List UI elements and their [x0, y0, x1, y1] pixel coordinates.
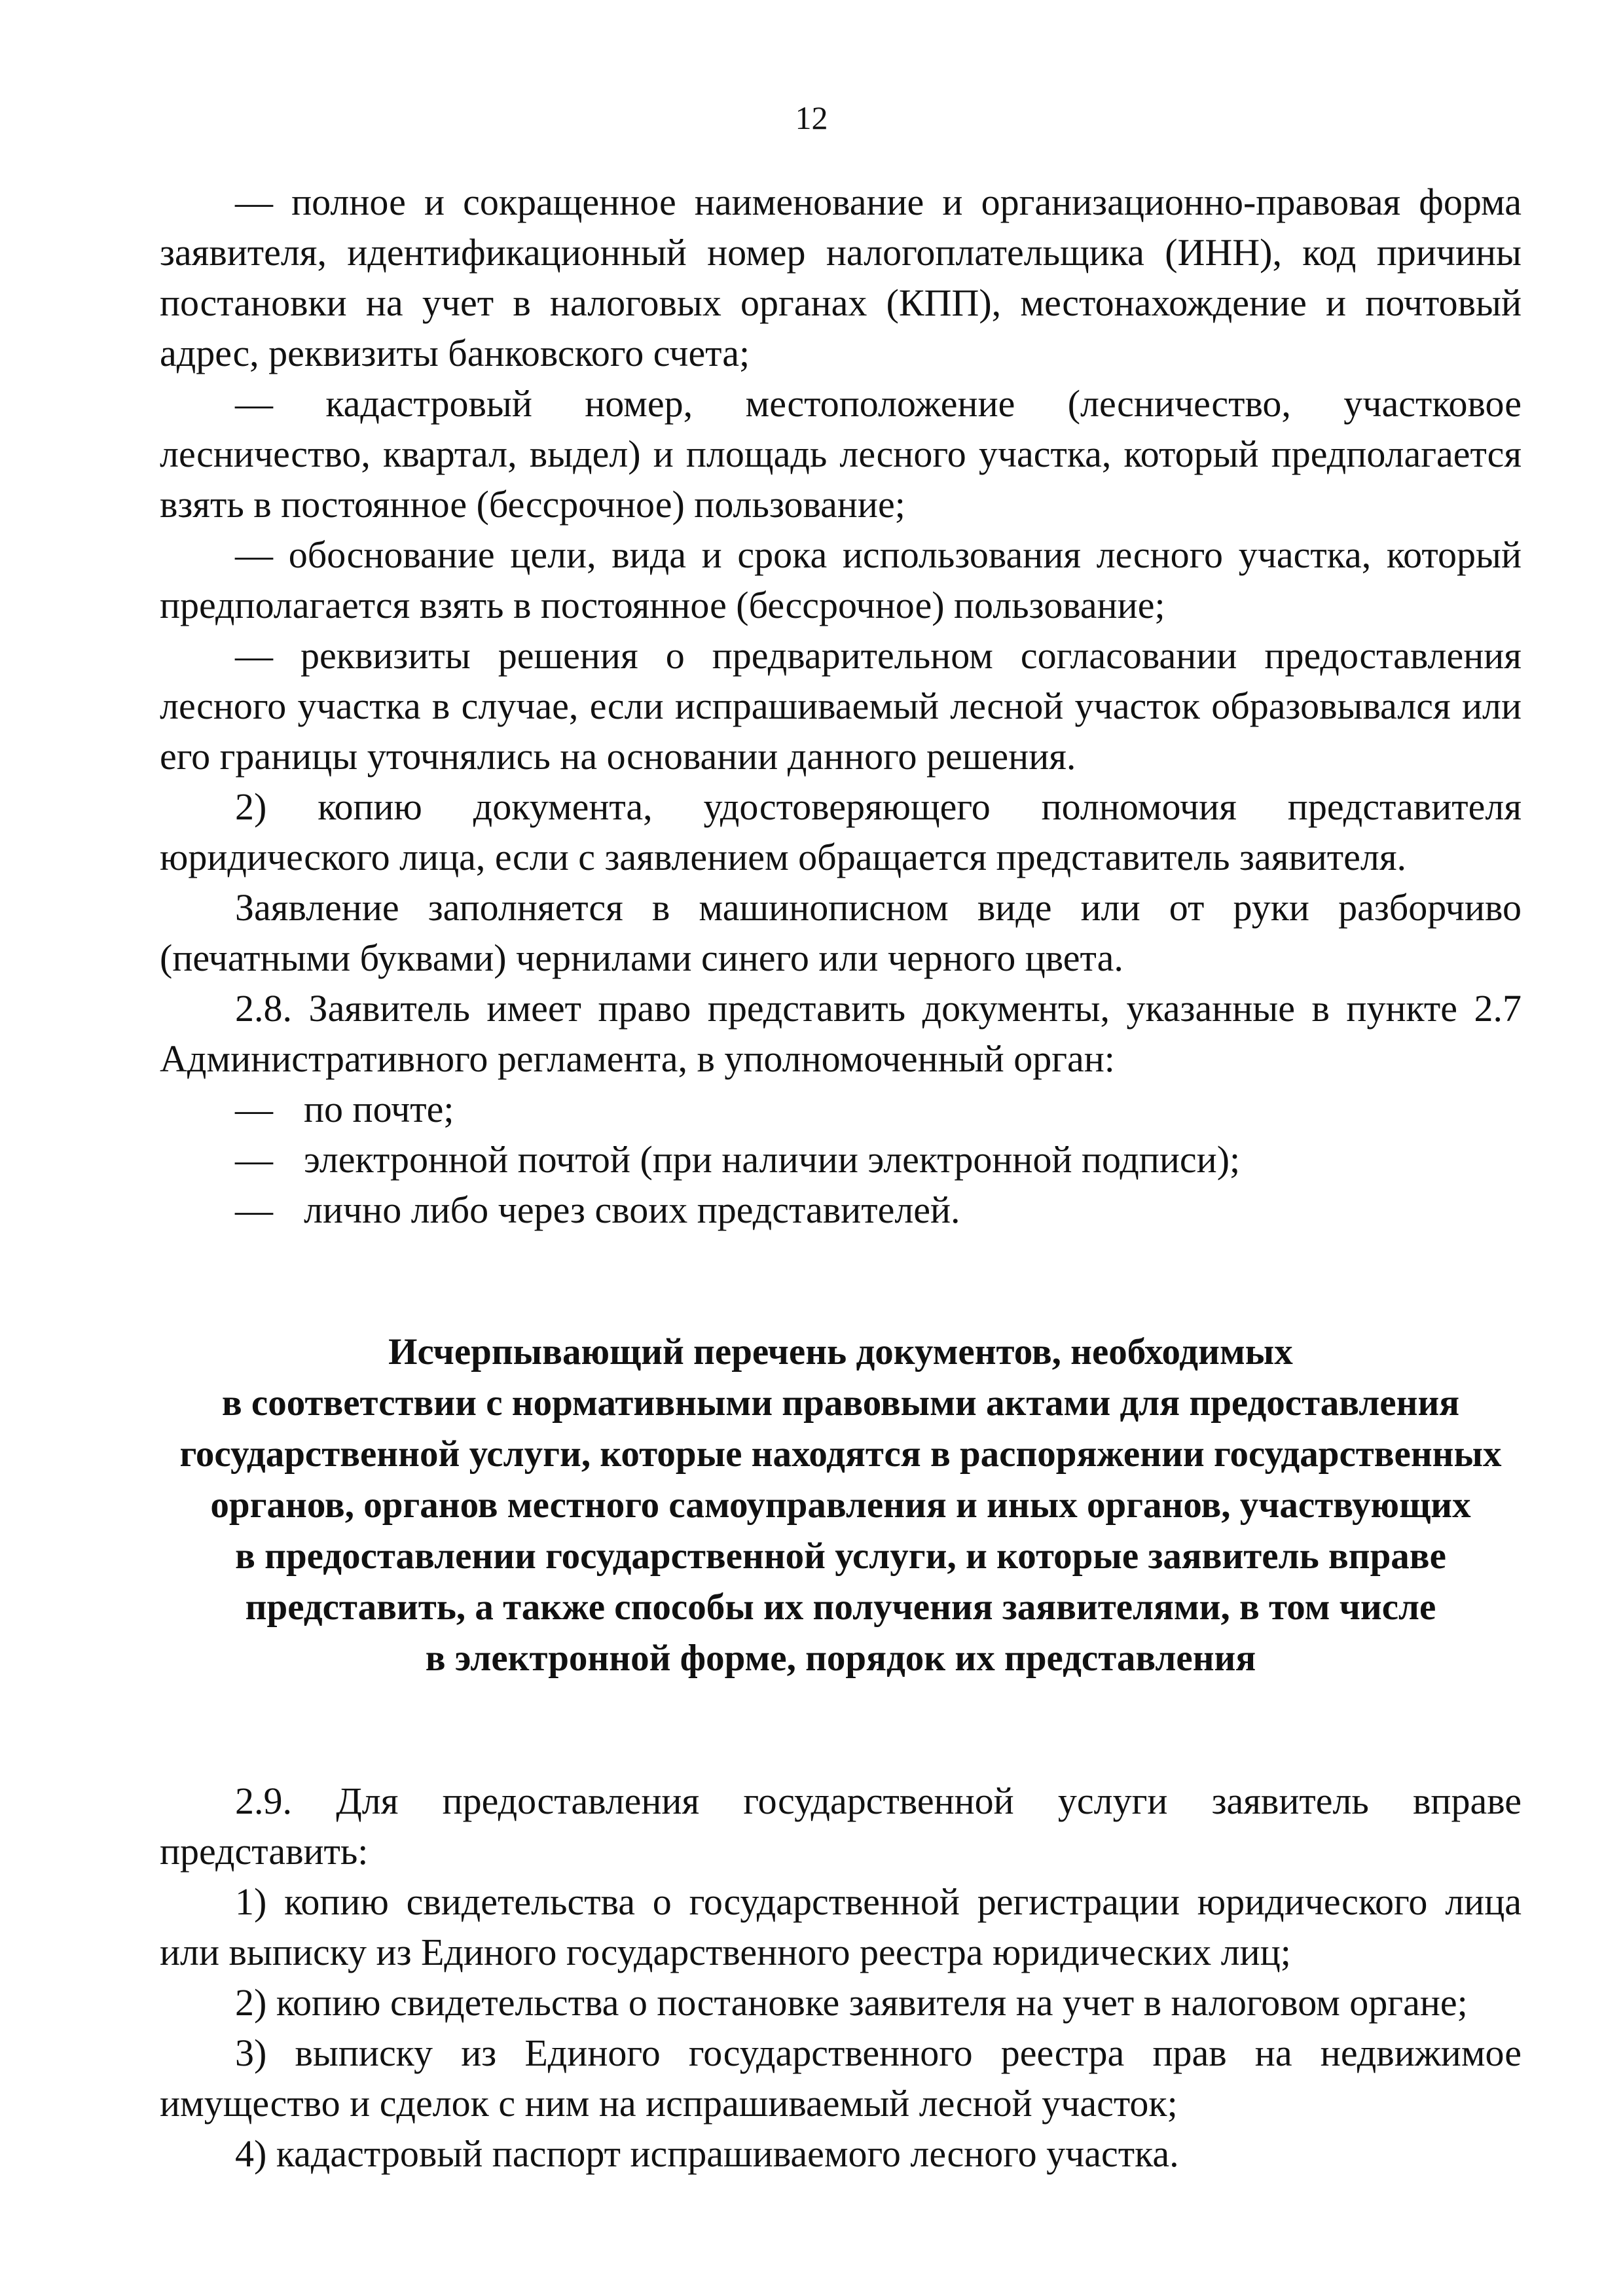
heading-line: в электронной форме, порядок их представления	[425, 1638, 1256, 1679]
heading-line: в предоставлении государственной услуги, и которые заявитель вправе	[235, 1535, 1446, 1577]
paragraph-filling-rules: Заявление заполняется в машинописном виде или от руки разборчиво (печатными буквами) чернилами синего или черного цвета.	[160, 886, 1522, 979]
heading-line: органов, органов местного самоуправления и иных органов, участвующих	[210, 1484, 1471, 1526]
paragraph-cadastral-number: — кадастровый номер, местоположение (лесничество, участковое лесничество, квартал, выдел) и площадь лесного участка, который предполагается взять в постоянное (бессрочное) пользование;	[160, 382, 1522, 526]
list-item	[160, 1084, 1522, 1134]
list-item	[160, 1185, 1522, 1235]
heading-line: Исчерпывающий перечень документов, необходимых	[388, 1331, 1293, 1372]
paragraph-item-3: 3) выписку из Единого государственного реестра прав на недвижимое имущество и сделок с ним на испрашиваемый лесной участок;	[160, 2032, 1522, 2125]
list-item-text: электронной почтой (при наличии электронной подписи);	[304, 1138, 1241, 1181]
heading-line: государственной услуги, которые находятся в распоряжении государственных	[179, 1433, 1502, 1475]
document-body	[160, 177, 1522, 2179]
list-item	[160, 1134, 1522, 1185]
dash-marker: —	[235, 1138, 273, 1181]
list-item-text: по почте;	[304, 1088, 454, 1130]
paragraph-decision-details: — реквизиты решения о предварительном согласовании предоставления лесного участка в случае, если испрашиваемый лесной участок образовывался или его границы уточнялись на основании данного решения.	[160, 634, 1522, 778]
paragraph-item-1: 1) копию свидетельства о государственной регистрации юридического лица или выписку из Единого государственного реестра юридических лиц;	[160, 1880, 1522, 1973]
page-number: 12	[795, 99, 828, 136]
paragraph-justification: — обоснование цели, вида и срока использования лесного участка, который предполагается взять в постоянное (бессрочное) пользование;	[160, 533, 1522, 626]
heading-line: представить, а также способы их получения заявителями, в том числе	[245, 1587, 1436, 1628]
dash-marker: —	[235, 1189, 273, 1231]
heading-line: в соответствии с нормативными правовыми актами для предоставления	[221, 1382, 1460, 1424]
paragraph-representative-copy: 2) копию документа, удостоверяющего полномочия представителя юридического лица, если с заявлением обращается представитель заявителя.	[160, 785, 1522, 878]
paragraph-item-4: 4) кадастровый паспорт испрашиваемого лесного участка.	[235, 2132, 1179, 2175]
paragraph-applicant-name: — полное и сокращенное наименование и организационно-правовая форма заявителя, идентификационный номер налогоплательщика (ИНН), код причины постановки на учет в налоговых органах (КПП), местонахождение и почтовый адрес, реквизиты банковского счета;	[160, 181, 1522, 374]
paragraph-item-2: 2) копию свидетельства о постановке заявителя на учет в налоговом органе;	[235, 1981, 1468, 2024]
paragraph-2-8: 2.8. Заявитель имеет право представить документы, указанные в пункте 2.7 Административного регламента, в уполномоченный орган:	[160, 987, 1522, 1080]
dash-marker: —	[235, 1088, 273, 1130]
paragraph-2-9: 2.9. Для предоставления государственной услуги заявитель вправе представить:	[160, 1780, 1522, 1873]
section-heading	[160, 1327, 1522, 1684]
list-item-text: лично либо через своих представителей.	[304, 1189, 960, 1231]
